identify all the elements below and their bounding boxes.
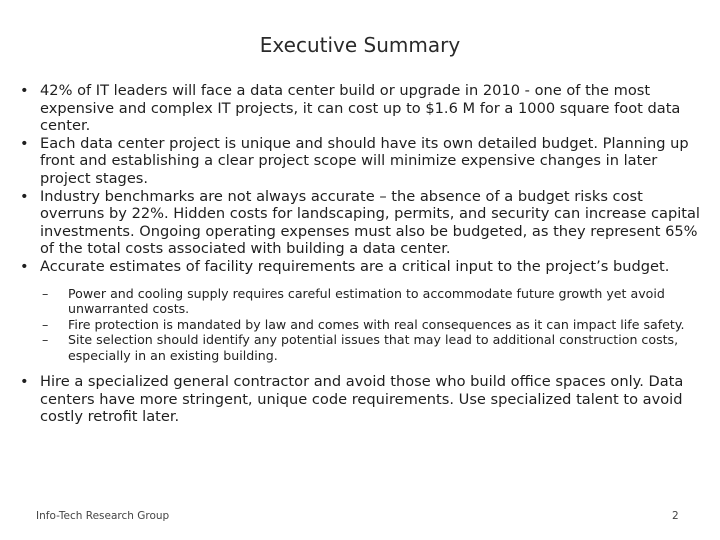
bullet-text: Each data center project is unique and should have its own detailed budget. Planning up front and establishing a clear project scope will minimize expensive changes in later project stages. [40, 134, 689, 187]
sub-bullet-item [40, 286, 708, 317]
bullet-text: Industry benchmarks are not always accurate – the absence of a budget risks cost overruns by 22%. Hidden costs for landscaping, permits, and security can increase capital investments. Ongoing operating expenses must also be budgeted, as they represent 65% of the total costs associated with building a data center. [40, 187, 700, 258]
dash-marker: – [42, 332, 49, 348]
bullet-item [18, 258, 708, 363]
bullet-text: Accurate estimates of facility requirements are a critical input to the project’s budget. [40, 257, 670, 275]
page-number: 2 [672, 510, 679, 522]
sub-bullet-item [40, 317, 708, 333]
bullet-list [18, 82, 708, 426]
sub-bullet-text: Fire protection is mandated by law and comes with real consequences as it can impact life safety. [68, 316, 685, 332]
bullet-item [18, 373, 708, 426]
dash-marker: – [42, 285, 49, 301]
sub-bullet-text: Power and cooling supply requires careful estimation to accommodate future growth yet avoid unwarranted costs. [68, 285, 665, 317]
bullet-item [18, 135, 708, 188]
bullet-text: Hire a specialized general contractor and avoid those who build office spaces only. Data centers have more stringent, unique code requirements. Use specialized talent to avoid costly retrofit later. [40, 373, 684, 426]
dash-marker: – [42, 316, 49, 332]
bullet-item [18, 82, 708, 135]
sub-bullet-item [40, 332, 708, 363]
bullet-text: 42% of IT leaders will face a data center build or upgrade in 2010 - one of the most expensive and complex IT projects, it can cost up to $1.6 M for a 1000 square foot data center. [40, 82, 681, 135]
sub-bullet-list [40, 286, 708, 364]
footer-company: Info-Tech Research Group [36, 510, 170, 522]
sub-bullet-text: Site selection should identify any potential issues that may lead to additional construction costs, especially in an existing building. [68, 332, 679, 363]
slide-title: Executive Summary [259, 33, 461, 57]
bullet-item [18, 188, 708, 258]
